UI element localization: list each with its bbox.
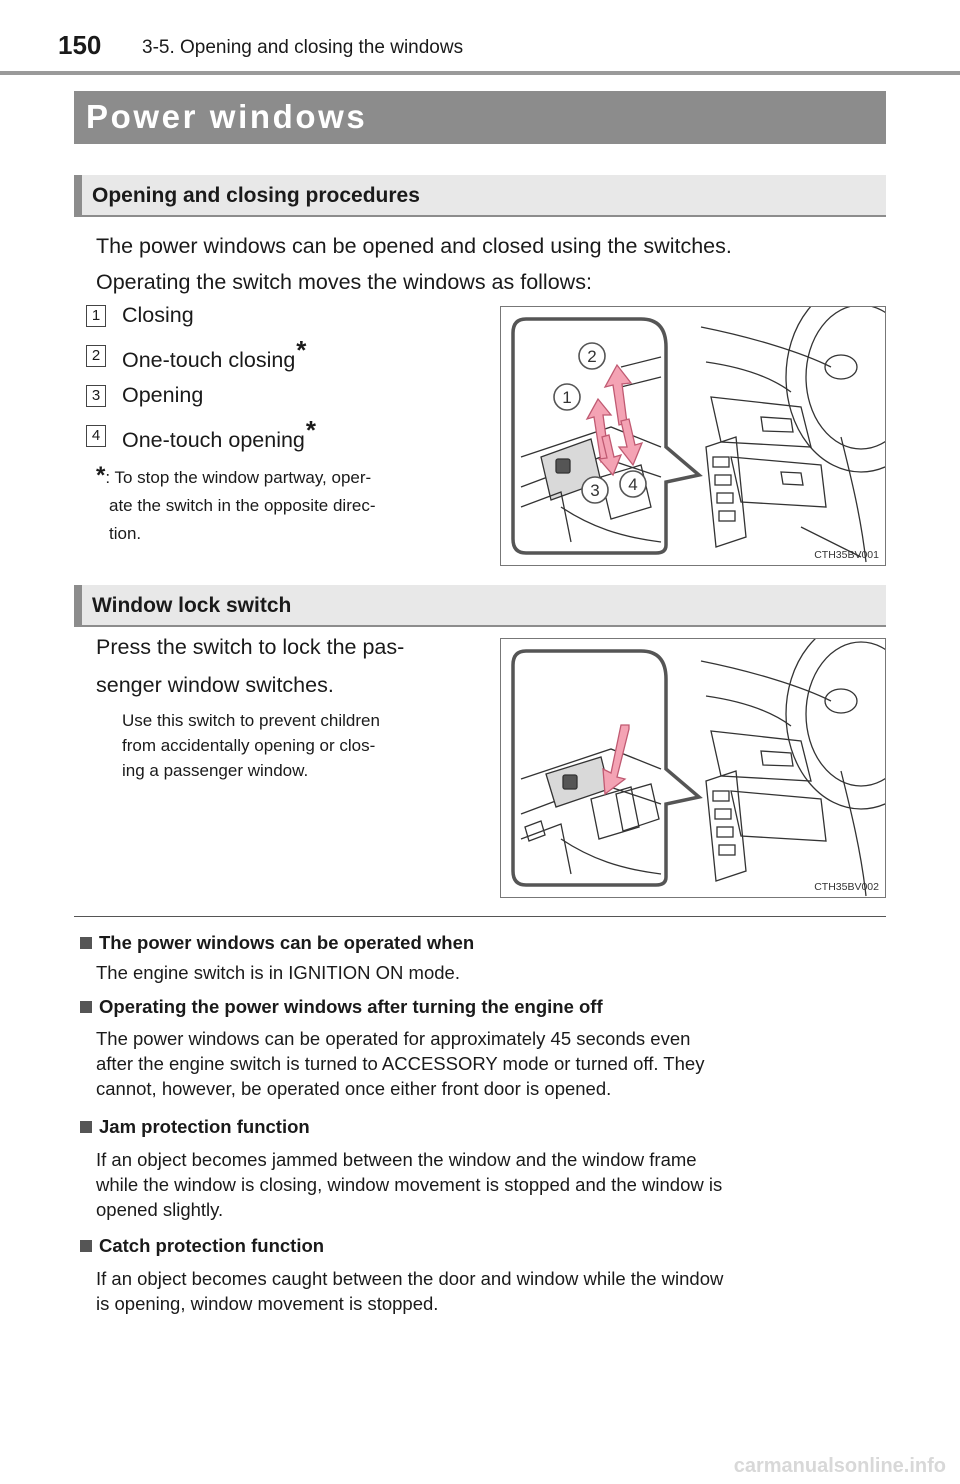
illustration-window-lock-switch: [500, 638, 886, 898]
note-heading-catch-protection: [80, 1235, 324, 1257]
list-item-label: One-touch closing: [122, 348, 296, 372]
note-body-catch-protection: [96, 1266, 878, 1316]
list-number-2: 2: [86, 345, 106, 367]
list-item-label: One-touch opening: [122, 428, 305, 452]
note-line: The engine switch is in IGNITION ON mode.: [96, 962, 460, 983]
note-body-jam-protection: [96, 1147, 878, 1222]
callout-3: 3: [590, 481, 600, 500]
note-line: If an object becomes jammed between the window and the window frame: [96, 1149, 697, 1170]
lock-subtext: [122, 708, 476, 783]
lock-sub-line-1: Use this switch to prevent children: [122, 711, 380, 730]
note-line: is opening, window movement is stopped.: [96, 1293, 439, 1314]
note-line: while the window is closing, window movement is stopped and the window is: [96, 1174, 723, 1195]
footnote-line-1: : To stop the window partway, oper-: [105, 468, 372, 487]
lock-text: [96, 628, 476, 704]
section-heading-lock: Window lock switch: [92, 594, 292, 617]
page-number: 150: [58, 30, 102, 60]
square-bullet-icon: [80, 937, 92, 949]
note-line: after the engine switch is turned to ACCESSORY mode or turned off. They: [96, 1053, 705, 1074]
square-bullet-icon: [80, 1001, 92, 1013]
asterisk-mark: *: [305, 415, 317, 445]
list-number-3: 3: [86, 385, 106, 407]
square-bullet-icon: [80, 1121, 92, 1133]
callout-1: 1: [562, 388, 572, 407]
figure-code-2: CTH35BV002: [814, 881, 879, 893]
note-heading-jam-protection: [80, 1116, 310, 1138]
header-rule: [0, 71, 960, 75]
lock-switch-drawing: [501, 639, 886, 898]
note-heading-text: The power windows can be operated when: [99, 932, 475, 953]
note-heading-text: Jam protection function: [99, 1116, 310, 1137]
list-item-one-touch-closing: [122, 335, 307, 374]
illustration-window-switch-operation: [500, 306, 886, 566]
callout-2: 2: [587, 347, 597, 366]
asterisk-mark: *: [296, 335, 307, 365]
lock-line-1: Press the switch to lock the pas-: [96, 635, 405, 659]
lock-sub-line-2: from accidentally opening or clos-: [122, 736, 376, 755]
note-body-operated-when: [96, 960, 878, 985]
list-number-4: 4: [86, 425, 106, 447]
note-line: cannot, however, be operated once either front door is opened.: [96, 1078, 612, 1099]
intro-line-2: Operating the switch moves the windows as follows:: [96, 270, 592, 294]
note-line: The power windows can be operated for approximately 45 seconds even: [96, 1028, 691, 1049]
note-line: opened slightly.: [96, 1199, 224, 1220]
footnote-line-2: ate the switch in the opposite direc-: [109, 496, 376, 515]
lock-line-2: senger window switches.: [96, 673, 334, 697]
note-line: If an object becomes caught between the door and window while the window: [96, 1268, 724, 1289]
page-title: Power windows: [86, 98, 368, 135]
note-heading-operated-when: [80, 932, 474, 954]
footnote: [96, 462, 468, 548]
note-heading-after-engine-off: [80, 996, 603, 1018]
intro-line-1: The power windows can be opened and closed using the switches.: [96, 234, 732, 258]
callout-4: 4: [628, 475, 638, 494]
figure-code-1: CTH35BV001: [814, 549, 879, 561]
list-number-1: 1: [86, 305, 106, 327]
note-heading-text: Catch protection function: [99, 1235, 325, 1256]
note-heading-text: Operating the power windows after turning the engine off: [99, 996, 603, 1017]
section-heading-opening: Opening and closing procedures: [92, 184, 420, 207]
list-item-one-touch-opening: [122, 415, 317, 454]
breadcrumb: 3-5. Opening and closing the windows: [142, 37, 464, 58]
footnote-line-3: tion.: [109, 524, 142, 543]
notes-divider: [74, 916, 886, 917]
list-item-closing: Closing: [122, 303, 194, 327]
note-body-after-engine-off: [96, 1026, 878, 1101]
footnote-asterisk: *: [96, 462, 106, 489]
square-bullet-icon: [80, 1240, 92, 1252]
lock-sub-line-3: ing a passenger window.: [122, 761, 309, 780]
watermark: carmanualsonline.info: [733, 1455, 946, 1477]
intro-text: [96, 228, 886, 300]
list-item-opening: Opening: [122, 383, 204, 407]
window-switch-drawing: [501, 307, 886, 566]
